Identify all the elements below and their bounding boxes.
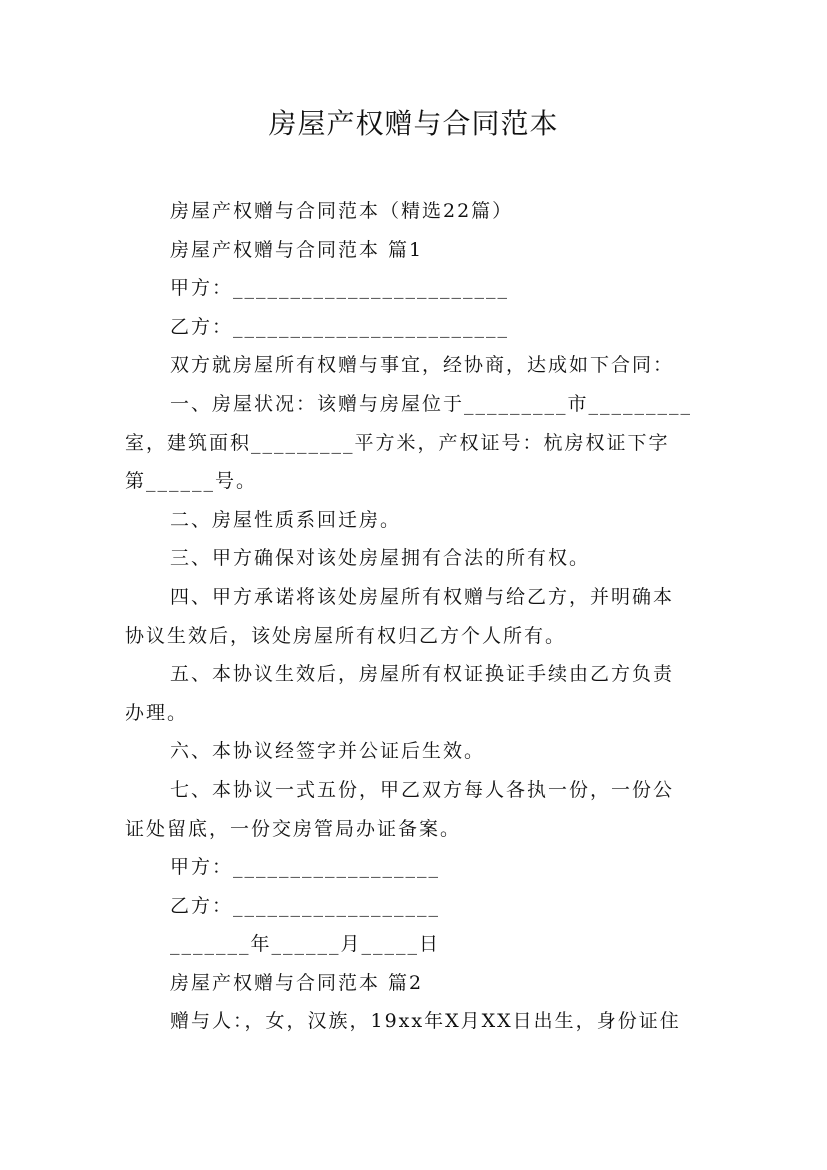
- section-heading: 房屋产权赠与合同范本 篇2: [170, 971, 424, 994]
- signature-party-a: 甲方：__________________: [170, 856, 441, 879]
- clause-4-line: 协议生效后，该处房屋所有权归乙方个人所有。: [125, 624, 567, 647]
- clause-6-line: 六、本协议经签字并公证后生效。: [170, 740, 486, 763]
- clause-2-line: 二、房屋性质系回迁房。: [170, 508, 402, 531]
- clause-1-line: 一、房屋状况：该赠与房屋位于_________市_________: [170, 392, 693, 415]
- section-heading: 房屋产权赠与合同范本 篇1: [170, 238, 424, 261]
- clause-3-line: 三、甲方确保对该处房屋拥有合法的所有权。: [170, 547, 591, 570]
- document-body: [125, 192, 715, 1041]
- signature-party-b: 乙方：__________________: [170, 894, 441, 917]
- clause-4-line: 四、甲方承诺将该处房屋所有权赠与给乙方，并明确本: [170, 585, 675, 608]
- party-b-line: 乙方：________________________: [170, 315, 510, 338]
- clause-1-line: 第______号。: [125, 470, 258, 493]
- signature-date: _______年______月_____日: [170, 933, 441, 956]
- document-title: 房屋产权赠与合同范本: [268, 107, 559, 140]
- paragraph-line: 双方就房屋所有权赠与事宜，经协商，达成如下合同：: [170, 354, 675, 377]
- clause-7-line: 证处留底，一份交房管局办证备案。: [125, 817, 462, 840]
- party-a-line: 甲方：________________________: [170, 277, 510, 300]
- clause-1-line: 室，建筑面积_________平方米，产权证号：杭房权证下字: [125, 431, 670, 454]
- clause-5-line: 办理。: [125, 701, 189, 724]
- clause-5-line: 五、本协议生效后，房屋所有权证换证手续由乙方负责: [170, 663, 675, 686]
- paragraph-line: 房屋产权赠与合同范本（精选22篇）: [170, 200, 514, 222]
- clause-7-line: 七、本协议一式五份，甲乙双方每人各执一份，一份公: [170, 778, 675, 801]
- paragraph-line: 赠与人：，女，汉族，19xx年X月XX日出生，身份证住: [170, 1010, 681, 1033]
